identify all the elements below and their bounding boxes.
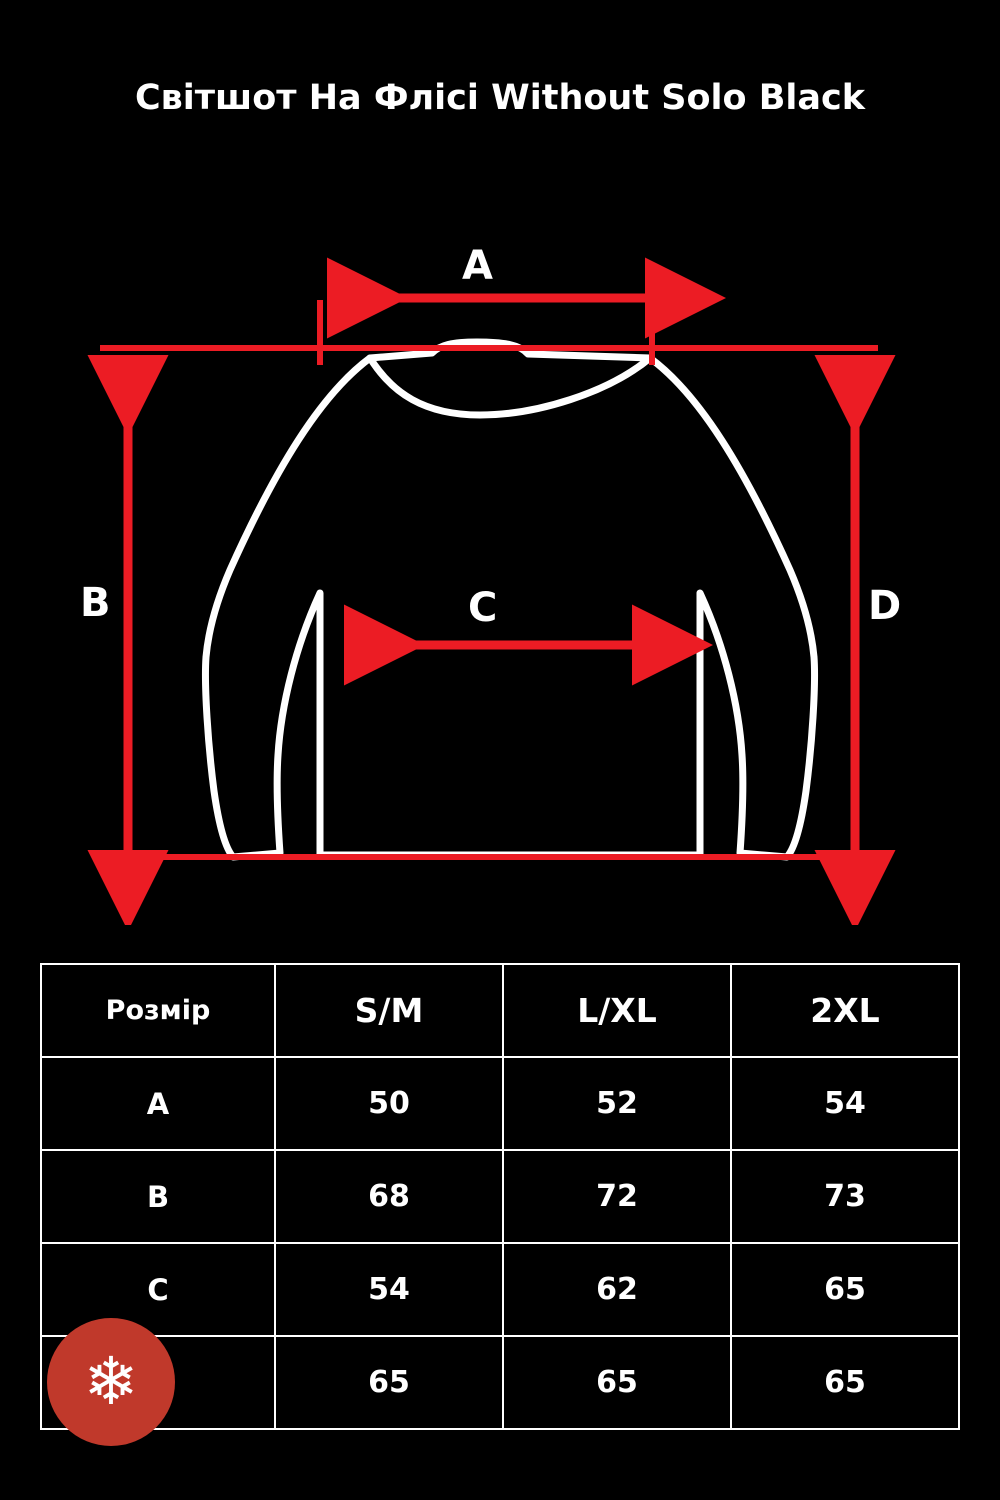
cell-b-2xl: 73	[731, 1150, 959, 1243]
snowflake-icon: ❄	[83, 1343, 139, 1420]
cell-c-lxl: 62	[503, 1243, 731, 1336]
table-row	[41, 1057, 959, 1150]
table-row	[41, 1336, 959, 1429]
garment-measurement-diagram	[0, 225, 1000, 925]
header-size: Розмір	[41, 964, 275, 1057]
cell-c-sm: 54	[275, 1243, 503, 1336]
table-header-row	[41, 964, 959, 1057]
cell-d-2xl: 65	[731, 1336, 959, 1429]
header-lxl: L/XL	[503, 964, 731, 1057]
sweatshirt-outline	[205, 342, 814, 857]
cell-a-sm: 50	[275, 1057, 503, 1150]
table-row	[41, 1243, 959, 1336]
cell-c-2xl: 65	[731, 1243, 959, 1336]
snowflake-badge	[47, 1318, 175, 1446]
header-sm: S/M	[275, 964, 503, 1057]
cell-b-lxl: 72	[503, 1150, 731, 1243]
row-label-a: A	[41, 1057, 275, 1150]
dimension-label-d: D	[868, 583, 902, 629]
page-title: Світшот На Фліci Without Solo Black	[134, 78, 866, 118]
diagram-svg	[0, 225, 1000, 925]
row-label-b: B	[41, 1150, 275, 1243]
dimension-label-c: C	[468, 585, 498, 631]
size-table	[40, 963, 960, 1430]
cell-d-lxl: 65	[503, 1336, 731, 1429]
dimension-label-a: A	[462, 243, 493, 289]
dimension-label-b: B	[80, 580, 111, 626]
row-label-c: C	[41, 1243, 275, 1336]
table-row	[41, 1150, 959, 1243]
header-2xl: 2XL	[731, 964, 959, 1057]
cell-b-sm: 68	[275, 1150, 503, 1243]
cell-a-2xl: 54	[731, 1057, 959, 1150]
cell-d-sm: 65	[275, 1336, 503, 1429]
cell-a-lxl: 52	[503, 1057, 731, 1150]
